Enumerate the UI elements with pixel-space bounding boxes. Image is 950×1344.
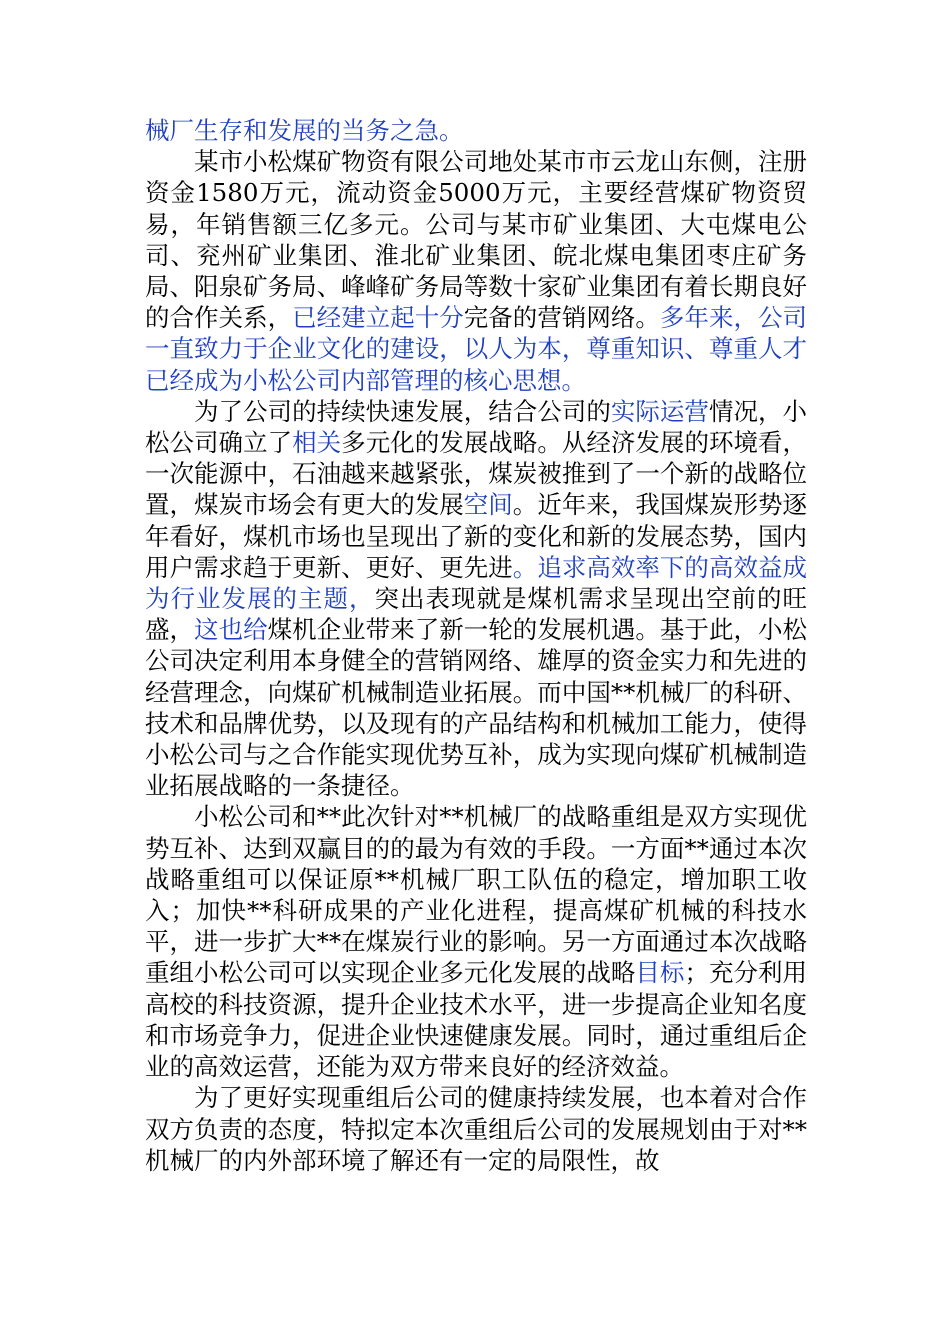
paragraph-text: 。近年来，我国煤炭形势逐年看好，煤机市场也呈现出了新的变化和新的发展态势，国内用户需求趋于更新、更好、更先进: [145, 490, 808, 582]
paragraph-text: 突出表现就是煤机需求呈现出空前的旺盛，: [145, 584, 807, 645]
hyperlink-text[interactable]: 空间: [463, 490, 513, 520]
paragraph: [145, 396, 807, 802]
paragraph-text: 煤机企业带来了新一轮的发展机遇。基于此，小松公司决定利用本身健全的营销网络、雄厚的资金实力和先进的经营理念，向煤矿机械制造业拓展。而中国**机械厂的科研、技术和品牌优势，以及现有的产品结构和机械加工能力，使得小松公司与之合作能实现优势互补，成为实现向煤矿机械制造业拓展战略的一条捷径。: [145, 615, 808, 801]
hyperlink-text[interactable]: 这也给: [194, 615, 268, 645]
paragraph: [145, 146, 807, 396]
paragraph: [145, 1082, 807, 1176]
paragraph-text: 多元化的发展战略。从经济发展的环境看，一次能源中，石油越来越紧张，煤炭被推到了一个新的战略位置，煤炭市场会有更大的发展: [145, 428, 808, 520]
paragraph-text: 某市小松煤矿物资有限公司地处某市市云龙山东侧，注册资金1580万元，流动资金5000万元，主要经营煤矿物资贸易，年销售额三亿多元。公司与某市矿业集团、大屯煤电公司、兖州矿业集团、淮北矿业集团、皖北煤电集团枣庄矿务局、阳泉矿务局、峰峰矿务局等数十家矿业集团有着长期良好的合作关系，: [145, 147, 807, 333]
paragraph: [145, 115, 807, 146]
hyperlink-text[interactable]: 目标: [635, 958, 685, 988]
paragraph-text: ；充分利用高校的科技资源，提升企业技术水平，进一步提高企业知名度和市场竞争力，促进企业快速健康发展。同时，通过重组后企业的高效运营，还能为双方带来良好的经济效益。: [145, 958, 808, 1082]
hyperlink-text[interactable]: 械厂生存和发展的当务之急。: [145, 116, 464, 145]
hyperlink-text[interactable]: 。追求高效率下的高效益成为行业发展的主题，: [145, 552, 808, 614]
hyperlink-text[interactable]: 实际运营: [610, 396, 709, 426]
document-body: [145, 115, 807, 1176]
hyperlink-text[interactable]: 相关: [292, 428, 342, 458]
paragraph-text: 完备的营销网络。: [463, 303, 660, 333]
hyperlink-text[interactable]: 多年来，公司一直致力于企业文化的建设，以人为本，尊重知识、尊重人才已经成为小松公司内部管理的核心思想。: [145, 303, 808, 395]
paragraph-text: 为了更好实现重组后公司的健康持续发展，也本着对合作双方负责的态度，特拟定本次重组后公司的发展规划由于对**机械厂的内外部环境了解还有一定的局限性，故: [145, 1083, 807, 1175]
paragraph-text: 情况，小松公司确立了: [145, 396, 808, 458]
paragraph-text: 为了公司的持续快速发展，结合公司的: [194, 396, 611, 426]
paragraph: [145, 801, 807, 1082]
paragraph-text: 小松公司和**此次针对**机械厂的战略重组是双方实现优势互补、达到双赢目的的最为有效的手段。一方面**通过本次战略重组可以保证原**机械厂职工队伍的稳定，增加职工收入；加快**科研成果的产业化进程，提高煤矿机械的科技水平，进一步扩大**在煤炭行业的影响。另一方面通过本次战略重组小松公司可以实现企业多元化发展的战略: [145, 802, 807, 988]
hyperlink-text[interactable]: 已经建立起十分: [292, 303, 464, 333]
